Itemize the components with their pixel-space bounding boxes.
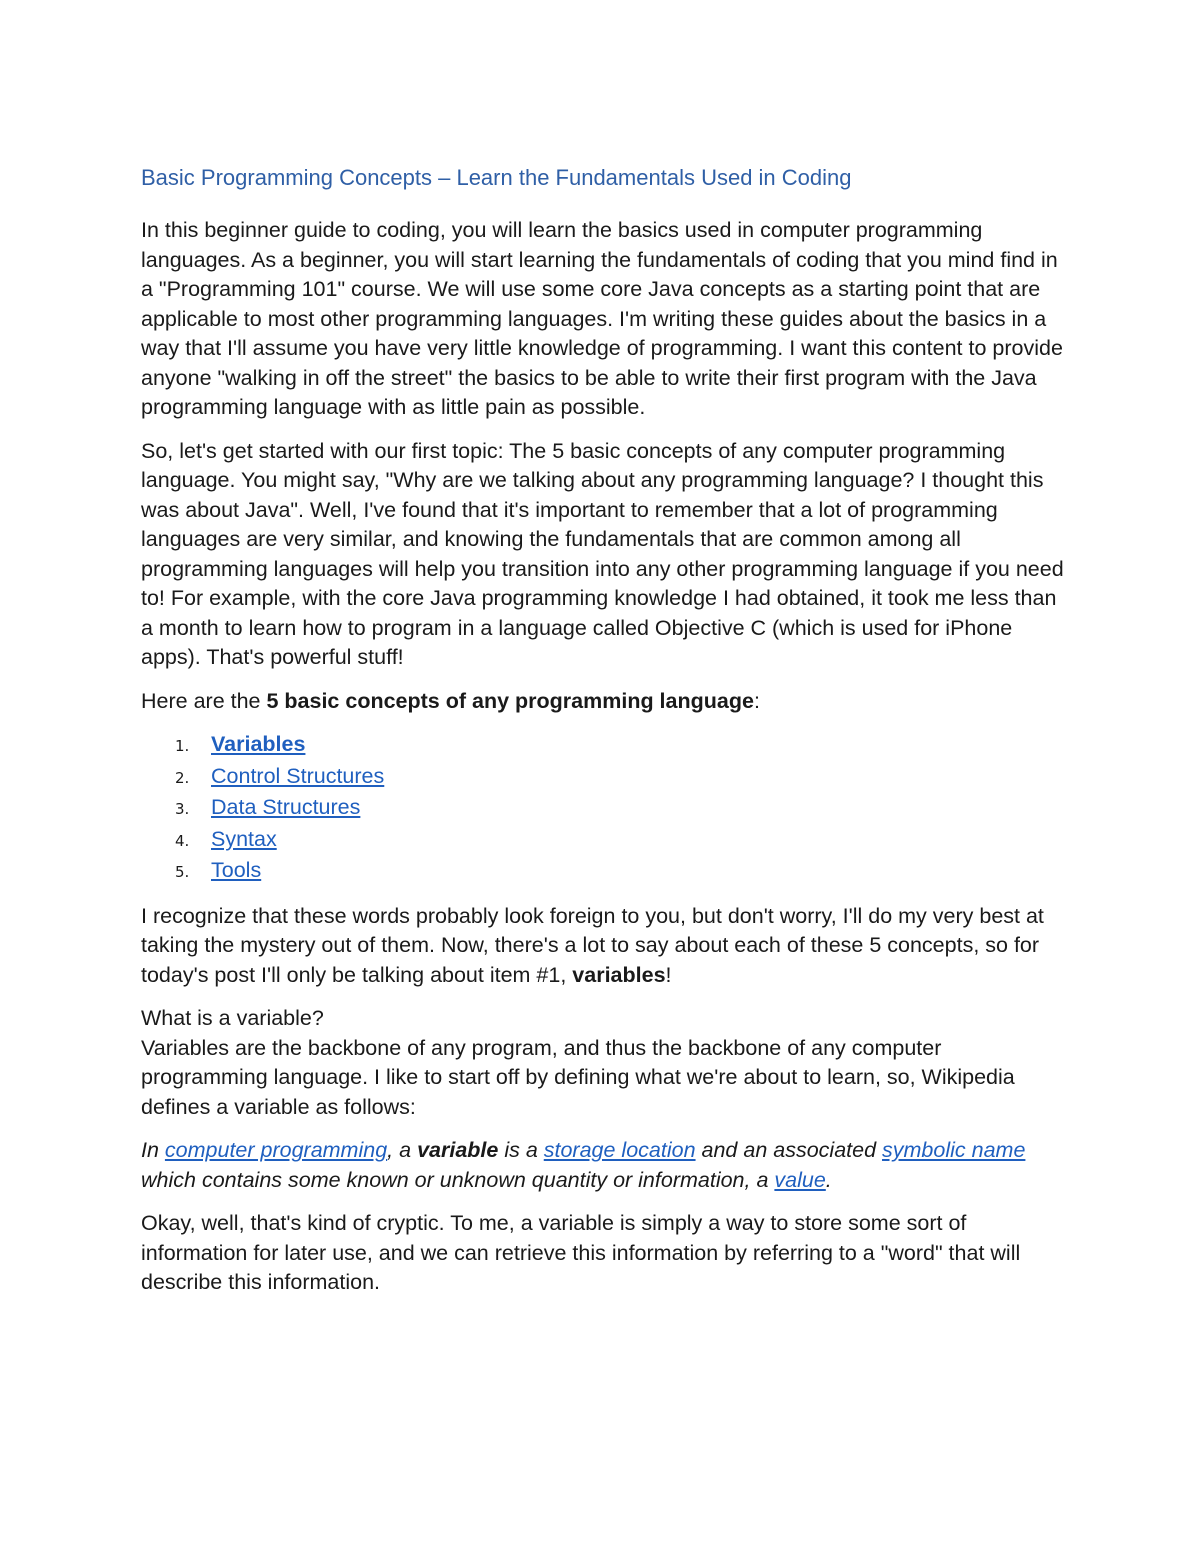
link-syntax[interactable]: Syntax [211,826,277,851]
quote-text: and an associated [695,1138,883,1162]
wikipedia-quote [141,1136,1071,1195]
paragraph-intro: In this beginner guide to coding, you will learn the basics used in computer programming languages. As a beginner, you will start learning the fundamentals of coding that you mind find in a "Programming 101" course. We will use some core Java concepts as a starting point that are applicable to most other programming languages. I'm writing these guides about the basics in a way that I'll assume you have very little knowledge of programming. I want this content to provide anyone "walking in off the street" the basics to be able to write their first program with the Java programming language with as little pain as possible. [141,218,1063,419]
recognize-bold: variables [572,962,666,987]
list-number: 5. [175,863,190,881]
list-number: 4. [175,831,190,850]
question-heading: What is a variable? [141,1006,324,1030]
question-body: Variables are the backbone of any program, and thus the backbone of any computer programming language. I like to start off by defining what we're about to learn, so, Wikipedia defines a variable as follows: [141,1035,1015,1119]
quote-text: , a [387,1138,418,1162]
list-number: 3. [175,800,190,818]
list-intro-text: Here are the [141,688,267,713]
list-item [141,762,1071,794]
document-title: Basic Programming Concepts – Learn the Fundamentals Used in Coding [141,165,852,190]
link-tools[interactable]: Tools [211,858,262,882]
list-item [141,730,1071,762]
paragraph-what-is-variable [141,1004,1071,1122]
recognize-text: I recognize that these words probably look foreign to you, but don't worry, I'll do my very best at taking the mystery out of them. Now, there's a lot to say about each of these 5 concepts, so for today's post I'll only be talking about item #1, [141,903,1044,987]
link-computer-programming[interactable]: computer programming [164,1138,388,1162]
link-value[interactable]: value [774,1167,826,1192]
link-data-structures[interactable]: Data Structures [211,795,361,819]
list-intro-bold: 5 basic concepts of any programming language [266,688,754,713]
paragraph-list-intro [141,687,1071,717]
paragraph-recognize [141,902,1071,991]
recognize-end: ! [665,962,672,987]
list-number: 1. [175,737,190,755]
list-intro-colon: : [753,688,760,713]
quote-text: . [825,1167,832,1192]
quote-text: is a [498,1138,544,1162]
link-symbolic-name[interactable]: symbolic name [882,1138,1026,1162]
quote-text: In [141,1138,165,1162]
link-variables[interactable]: Variables [211,732,306,756]
link-storage-location[interactable]: storage location [543,1138,696,1162]
concepts-list [141,730,1071,888]
paragraph-okay: Okay, well, that's kind of cryptic. To me, a variable is simply a way to store some sort of information for later use, and we can retrieve this information by referring to a "word" that will describe this information. [141,1211,1021,1294]
list-item [141,825,1071,857]
document-page [141,163,1071,1312]
paragraph-five-concepts: So, let's get started with our first topic: The 5 basic concepts of any computer programming language. You might say, "Why are we talking about any programming language? I thought this was about Java". Well, I've found that it's important to remember that a lot of programming languages are very similar, and knowing the fundamentals that are common among all programming languages will help you transition into any other programming language if you need to! For example, with the core Java programming knowledge I had obtained, it took me less than a month to learn how to program in a language called Objective C (which is used for iPhone apps). That's powerful stuff! [141,438,1064,669]
list-item [141,793,1071,825]
quote-bold: variable [417,1138,499,1162]
quote-text: which contains some known or unknown quantity or information, a [141,1167,775,1192]
list-number: 2. [175,768,190,787]
link-control-structures[interactable]: Control Structures [211,763,385,788]
list-item [141,856,1071,888]
